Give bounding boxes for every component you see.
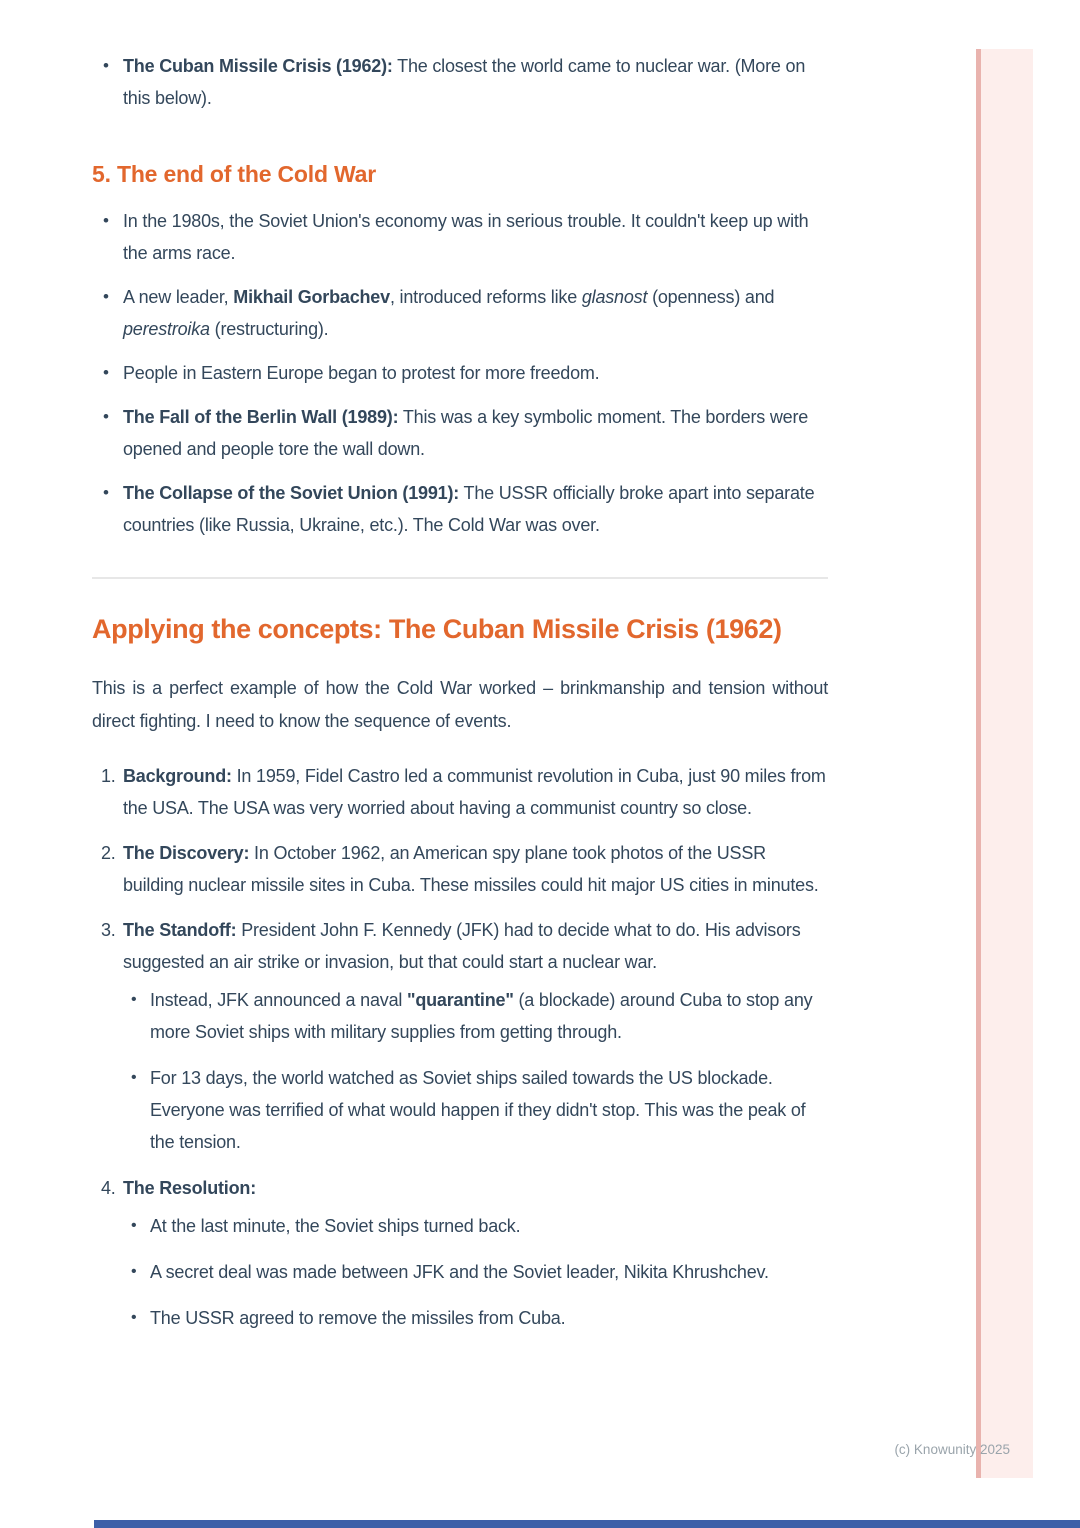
- text-run: (openness) and: [647, 287, 775, 307]
- end-of-cold-war-bullet-list: [92, 205, 828, 541]
- text-run: This is a perfect example of how the Cold War worked – brinkmanship and tension without direct fighting. I need to know the sequence of events.: [92, 678, 828, 731]
- section-divider: [92, 577, 828, 579]
- text-run: perestroika: [123, 319, 210, 339]
- document-content: [92, 50, 828, 1348]
- applying-intro-paragraph: [92, 672, 828, 738]
- text-run: The Cuban Missile Crisis (1962):: [123, 56, 393, 76]
- page-margin-strip: [976, 49, 1033, 1478]
- text-run: glasnost: [581, 287, 648, 307]
- copyright-watermark: (c) Knowunity 2025: [894, 1442, 1010, 1457]
- bottom-blue-bar: [94, 1520, 1080, 1528]
- text-run: The USSR officially broke apart into separate countries (like Russia, Ukraine, etc.). The Cold War was over.: [123, 483, 815, 535]
- bullet-item: [123, 984, 828, 1048]
- text-run: For 13 days, the world watched as Soviet ships sailed towards the US blockade. Everyone was terrified of what would happen if they didn't stop. This was the peak of the tension.: [150, 1068, 806, 1152]
- numbered-step-item: [92, 837, 828, 901]
- text-run: Instead, JFK announced a naval: [150, 990, 407, 1010]
- bullet-item: [92, 477, 828, 541]
- text-run: This was a key symbolic moment. The borders were opened and people tore the wall down.: [123, 407, 809, 459]
- text-run: In 1959, Fidel Castro led a communist revolution in Cuba, just 90 miles from the USA. The USA was very worried about having a communist country so close.: [123, 766, 826, 818]
- list-number: 4.: [101, 1178, 116, 1198]
- text-run: In the 1980s, the Soviet Union's economy was in serious trouble. It couldn't keep up with the arms race.: [123, 211, 809, 263]
- text-run: , introduced reforms like: [389, 287, 582, 307]
- list-number: 3.: [101, 920, 116, 940]
- bullet-item: [123, 1302, 828, 1334]
- text-run: The USSR agreed to remove the missiles from Cuba.: [150, 1308, 566, 1328]
- bullet-item: [92, 401, 828, 465]
- text-run: (restructuring).: [209, 319, 329, 339]
- numbered-step-item: [92, 760, 828, 824]
- text-run: The Fall of the Berlin Wall (1989):: [123, 407, 399, 427]
- bullet-item: [123, 1210, 828, 1242]
- list-number: 2.: [101, 843, 116, 863]
- text-run: People in Eastern Europe began to protest for more freedom.: [123, 363, 600, 383]
- text-run: The Discovery:: [123, 843, 250, 863]
- text-run: A new leader,: [123, 287, 234, 307]
- sub-bullet-list: [123, 1210, 828, 1334]
- text-run: Background:: [123, 766, 232, 786]
- text-run: The Resolution:: [123, 1178, 256, 1198]
- section-heading-applying-concepts: Applying the concepts: The Cuban Missile Crisis (1962): [92, 614, 782, 644]
- text-run: The Collapse of the Soviet Union (1991):: [123, 483, 460, 503]
- list-number: 1.: [101, 766, 116, 786]
- text-run: The Standoff:: [123, 920, 237, 940]
- text-run: "quarantine": [406, 990, 514, 1010]
- section-heading-end-of-cold-war: 5. The end of the Cold War: [92, 161, 377, 187]
- bullet-item: [92, 281, 828, 345]
- text-run: The closest the world came to nuclear war. (More on this below).: [123, 56, 806, 108]
- text-run: (a blockade) around Cuba to stop any more Soviet ships with military supplies from getting through.: [150, 990, 813, 1042]
- text-run: President John F. Kennedy (JFK) had to decide what to do. His advisors suggested an air strike or invasion, but that could start a nuclear war.: [123, 920, 801, 972]
- crisis-steps-list: [92, 760, 828, 1334]
- text-run: At the last minute, the Soviet ships turned back.: [150, 1216, 521, 1236]
- intro-bullet-list: [92, 50, 828, 114]
- text-run: A secret deal was made between JFK and the Soviet leader, Nikita Khrushchev.: [150, 1262, 769, 1282]
- numbered-step-item: [92, 1172, 828, 1334]
- text-run: Mikhail Gorbachev: [233, 287, 390, 307]
- bullet-item: [92, 50, 828, 114]
- bullet-item: [123, 1062, 828, 1158]
- numbered-step-item: [92, 914, 828, 1158]
- bullet-item: [123, 1256, 828, 1288]
- bullet-item: [92, 357, 828, 389]
- sub-bullet-list: [123, 984, 828, 1158]
- text-run: In October 1962, an American spy plane took photos of the USSR building nuclear missile sites in Cuba. These missiles could hit major US cities in minutes.: [123, 843, 819, 895]
- bullet-item: [92, 205, 828, 269]
